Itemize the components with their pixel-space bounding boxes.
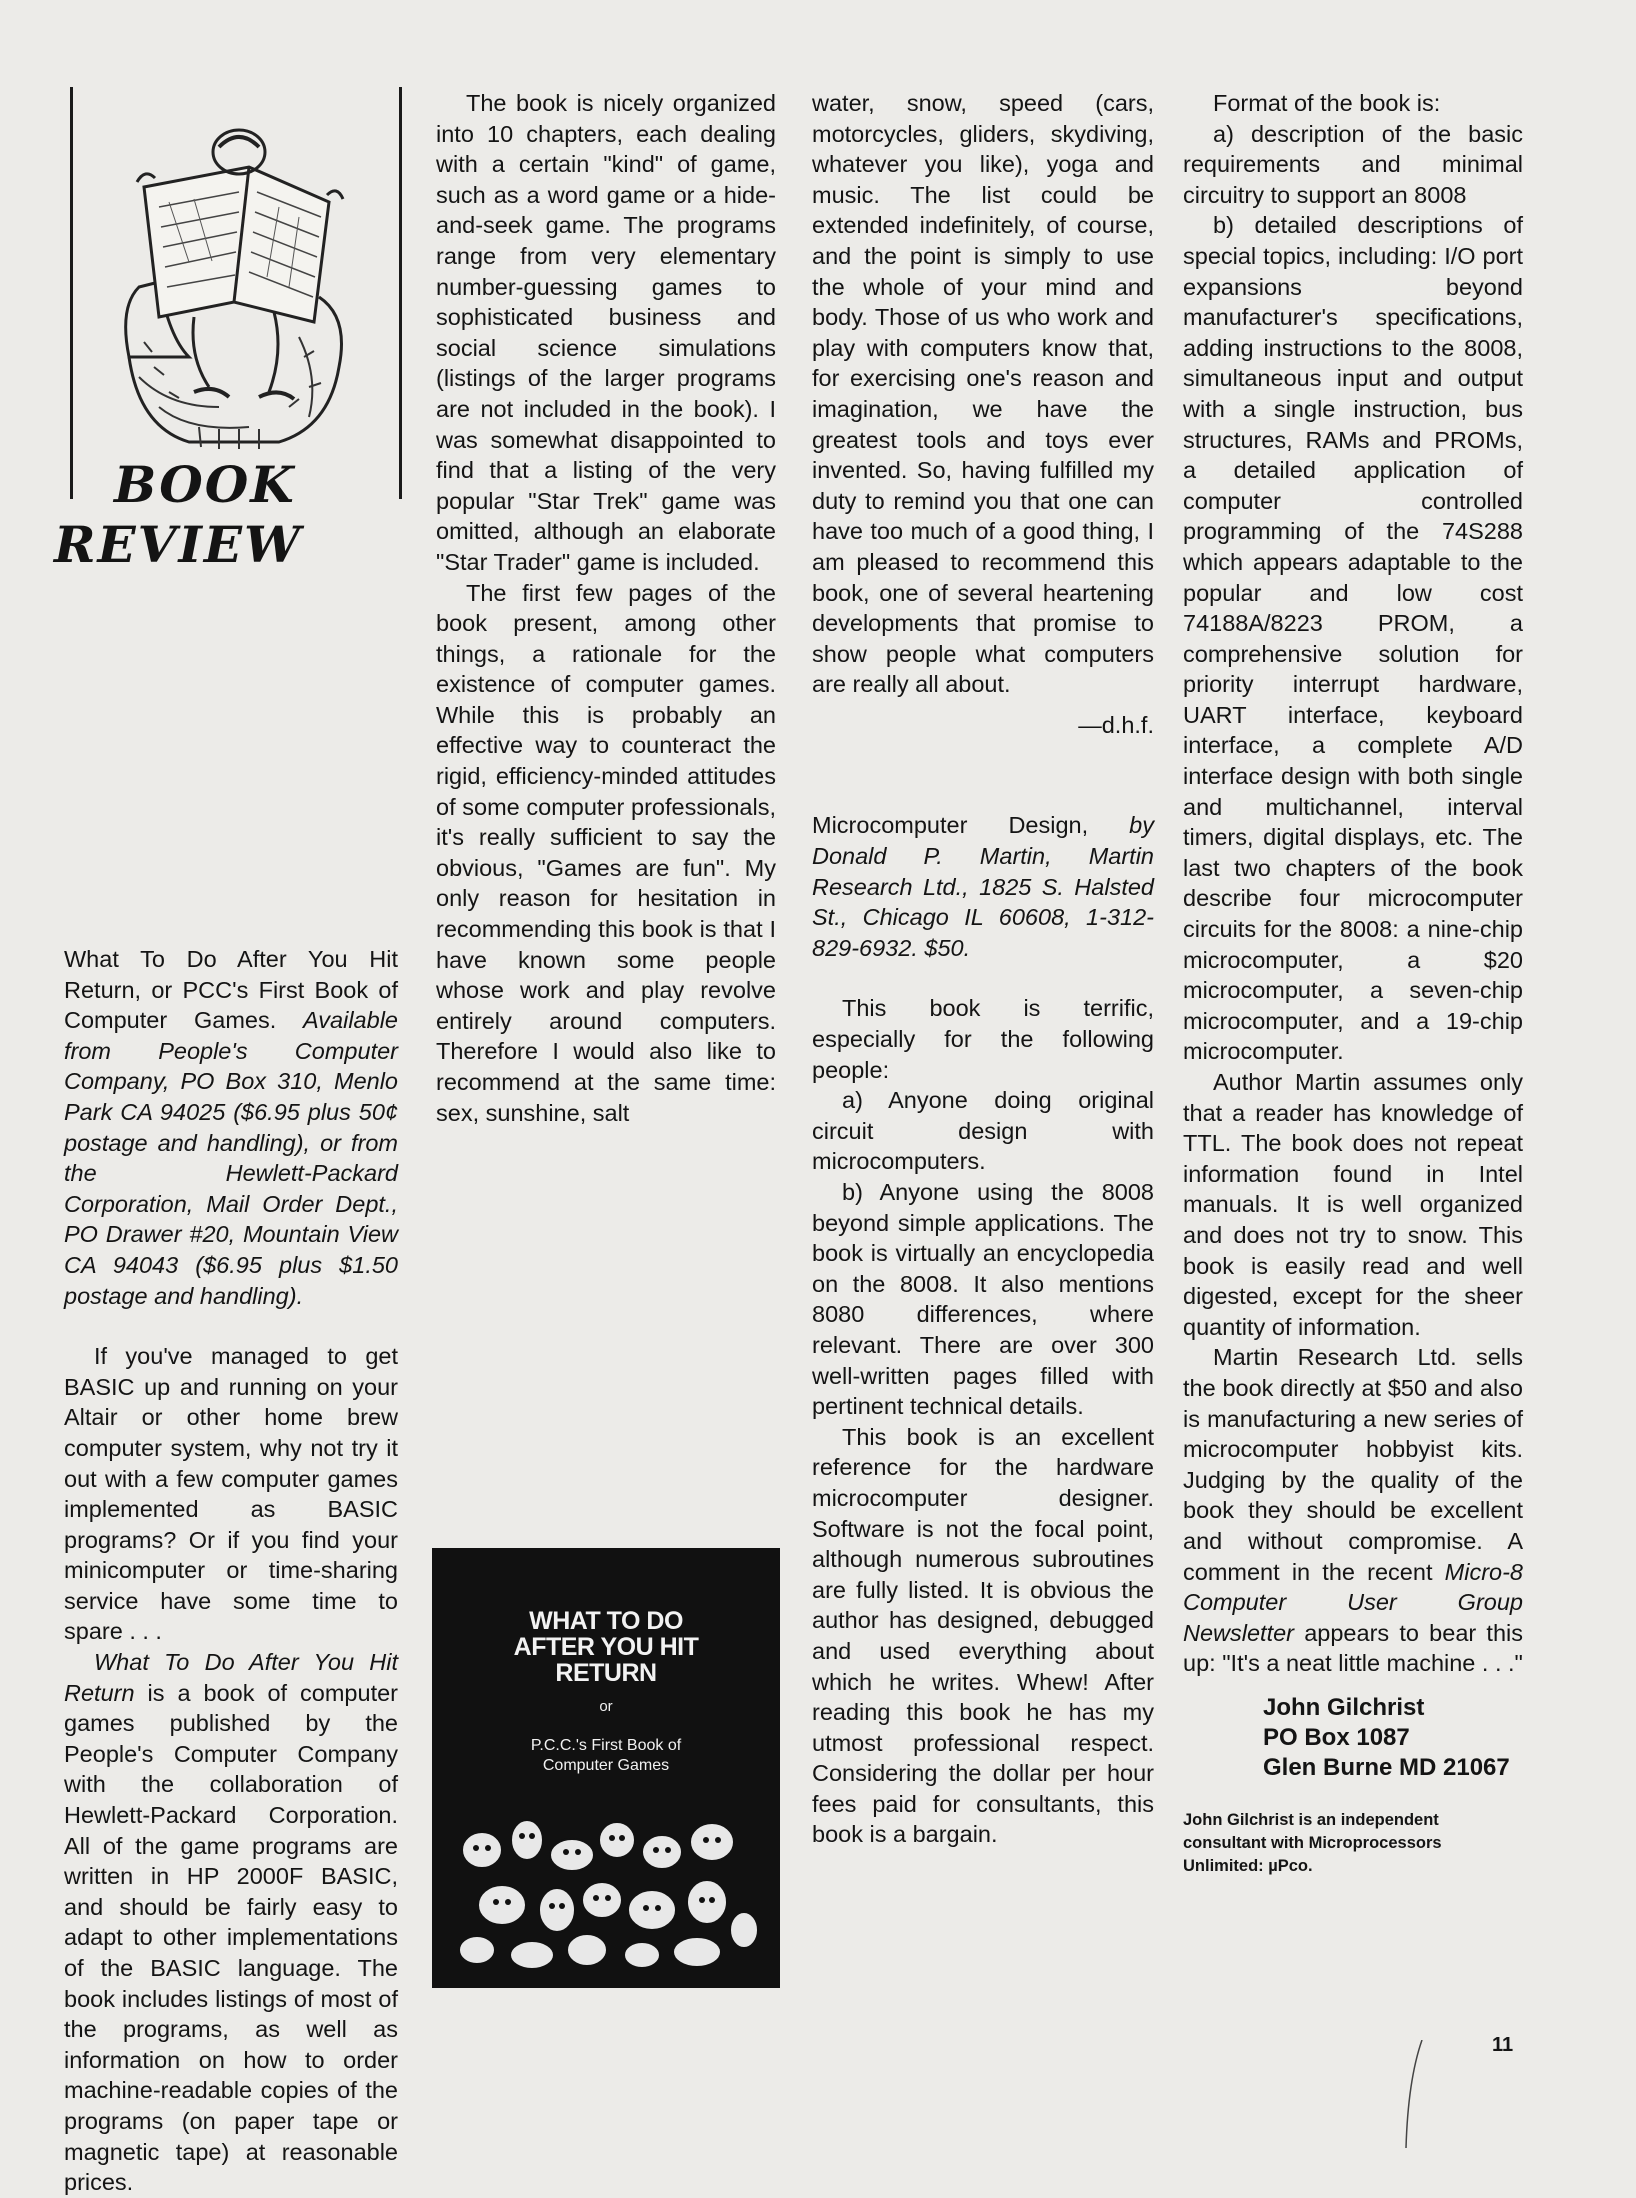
review2-citation-title: Microcomputer Design, [812, 812, 1089, 839]
cover-title-line2: AFTER YOU HIT [513, 1633, 699, 1661]
newsletter-title: Micro-8 Computer User Group Newsletter [1183, 1558, 1523, 1646]
column-3 [812, 88, 1154, 1850]
cover-or: or [599, 1698, 613, 1715]
cover-subtitle-line2: Computer Games [542, 1757, 670, 1774]
review1-paragraph-1: If you've managed to get BASIC up and running on your Altair or other home brew computer system, why not try it out with a few computer games implemented as BASIC programs? Or if you find your minicomputer or time-sharing service have some time to spare . . . [64, 1343, 398, 1645]
review2-paragraph-1: This book is terrific, especially for the following people: [812, 995, 1154, 1083]
review1-paragraph-3: The book is nicely organized into 10 chapters, each dealing with a certain "kind" of game, such as a word game or a hide-and-seek game. The programs range from very elementary number-guessing games to sophisticated business and social science simulations (listings of the larger programs are not included in the book). I was somewhat disappointed to find that a listing of the very popular "Star Trek" game was omitted, although an elaborate "Star Trader" game is included. [436, 90, 776, 575]
margin-pen-stroke [1400, 2040, 1430, 2150]
page-number: 11 [1492, 2034, 1514, 2056]
review2-paragraph-7: b) detailed descriptions of special topics, including: I/O port expansions beyond manufacturer's specifications, adding instructions to the 8008, simultaneous input and output with a single instruction, bus structures, RAMs and PROMs, a detailed application of computer controlled programming of the 74S288 which appears adaptable to the popular and low cost 74188A/8223 PROM, a comprehensive solution for priority interrupt hardware, UART interface, keyboard interface, a complete A/D interface design with both single and multichannel, interval timers, digital displays, etc. The last two chapters of the book describe four microcomputer circuits for the 8008: a nine-chip microcomputer, a $20 microcomputer, a seven-chip microcomputer, and a 19-chip microcomputer. [1183, 212, 1523, 1065]
review2-paragraph-6: a) description of the basic requirements and minimal circuitry to support an 8008 [1183, 120, 1523, 208]
review2-paragraph-8: Author Martin assumes only that a reader has knowledge of TTL. The book does not repeat information found in Intel manuals. It is well organized and does not try to snow. This book is easily read and well digested, except for the sheer quantity of information. [1183, 1069, 1523, 1340]
book-cover-image [432, 1548, 780, 1988]
author-po-box: PO Box 1087 [1263, 1723, 1410, 1751]
review1-book-title: What To Do After You Hit Return [64, 1649, 398, 1706]
reader-illustration [99, 107, 373, 467]
review1-paragraph-4: The first few pages of the book present, among other things, a rationale for the existence of computer games. While this is probably an effective way to counteract the rigid, efficiency-minded attitudes of some computer professionals, it's really sufficient to say the obvious, "Games are fun". My only reason for hesitation in recommending this book is that I have known some people whose work and play revolve entirely around computers. Therefore I would also like to recommend at the same time: sex, sunshine, salt [436, 579, 776, 1126]
review2-paragraph-9-quote: appears to bear this up: "It's a neat little machine . . ." [1183, 1619, 1523, 1677]
review1-citation-availability: Available from People's Computer Company, PO Box 310, Menlo Park CA 94025 ($6.95 plus 50¢ postage and handling), or from the Hewlett-Packard Corporation, Mail Order Dept., PO Drawer #20, Mountain View CA 94043 ($6.95 plus $1.50 postage and handling). [64, 1007, 398, 1309]
cover-title [432, 1608, 780, 1686]
book-review-illustration-frame [70, 87, 402, 499]
review2-paragraph-4: This book is an excellent reference for the hardware microcomputer designer. Software is not the focal point, although numerous subroutines are fully listed. It is obvious the author has designed, debugged and used everything about which he writes. Whew! After reading this book he has my utmost professional respect. Considering the dollar per hour fees paid for consultants, this book is a bargain. [812, 1423, 1154, 1848]
review2-paragraph-2: a) Anyone doing original circuit design with microcomputers. [812, 1087, 1154, 1175]
column-1 [64, 944, 398, 2198]
cover-subtitle-line1: P.C.C.'s First Book of [530, 1737, 682, 1754]
cover-title-line1: WHAT TO DO [529, 1607, 683, 1635]
review1-citation [64, 944, 398, 1311]
review1-signature: —d.h.f. [1078, 711, 1154, 738]
review2-paragraph-5: Format of the book is: [1213, 90, 1441, 116]
review1-paragraph-4-continued: water, snow, speed (cars, motorcycles, gliders, skydiving, whatever you like), yoga and music. The list could be extended indefinitely, of course, and the point is simply to use the whole of your mind and body. Those of us who work and play with computers know that, for exercising one's reason and imagination, we have the greatest tools and toys ever invented. So, having fulfilled my duty to remind you that one can have too much of a good thing, I am pleased to recommend this book, one of several heartening developments that promise to show people what computers are really all about. [812, 90, 1154, 698]
review1-paragraph-2-text: is a book of computer games published by the People's Computer Company with the collaboration of Hewlett-Packard Corporation. All of the game programs are written in HP 2000F BASIC, and should be fairly easy to adapt to other implementations of the BASIC language. The book includes listings of most of the programs, as well as information on how to order machine-readable copies of the programs (on paper tape or magnetic tape) at reasonable prices. [64, 1679, 398, 2196]
review2-paragraph-9-text: Martin Research Ltd. sells the book directly at $50 and also is manufacturing a new series of microcomputer hobbyist kits. Judging by the quality of the book they should be excellent and without compromise. A comment in the recent [1183, 1344, 1523, 1585]
author-name: John Gilchrist [1263, 1693, 1425, 1721]
cover-subtitle [432, 1736, 780, 1776]
review2-paragraph-9 [1183, 1342, 1523, 1679]
review2-citation [812, 810, 1154, 963]
book-review-title-line2: REVIEW [54, 515, 303, 574]
author-city: Glen Burne MD 21067 [1263, 1753, 1510, 1781]
author-address [1183, 1693, 1523, 1783]
book-review-title [54, 455, 399, 575]
review2-citation-publisher: by Donald P. Martin, Martin Research Ltd., 1825 S. Halsted St., Chicago IL 60608, 1-312-829-6932. $50. [812, 812, 1154, 961]
author-bio: John Gilchrist is an independent consultant with Microprocessors Unlimited: µPco. [1183, 1810, 1442, 1875]
cover-monster-art [452, 1810, 760, 1970]
review2-paragraph-3: b) Anyone using the 8008 beyond simple applications. The book is virtually an encyclopedia on the 8008. It also mentions 8080 differences, where relevant. There are over 300 well-written pages filled with pertinent technical details. [812, 1179, 1154, 1420]
column-2 [436, 88, 776, 1128]
book-review-title-line1: BOOK [114, 455, 296, 514]
cover-title-line3: RETURN [555, 1659, 657, 1687]
review1-paragraph-2 [64, 1647, 398, 2198]
review1-citation-title: What To Do After You Hit Return, or PCC's First Book of Computer Games. [64, 946, 398, 1034]
column-4 [1183, 88, 1523, 1878]
